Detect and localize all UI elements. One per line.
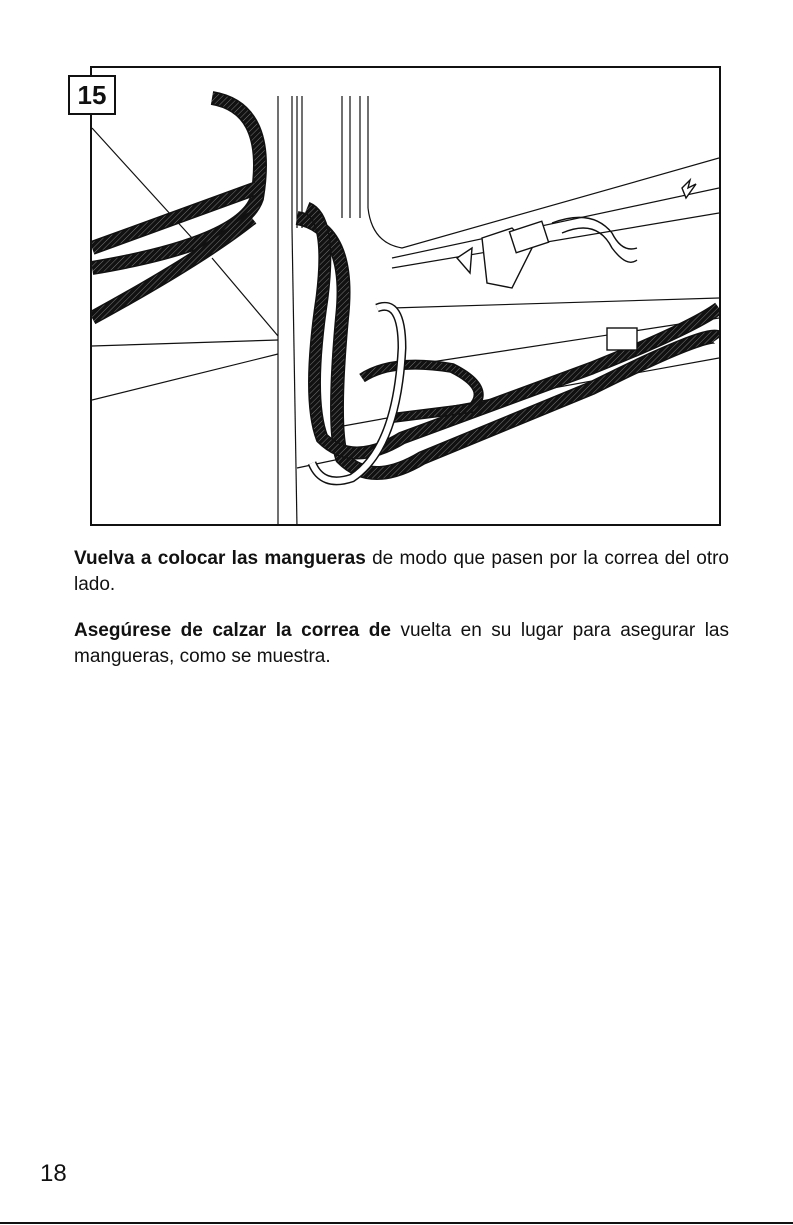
illustration-frame — [90, 66, 721, 526]
instruction-emphasis: Asegúrese de calzar la correa de — [74, 620, 391, 641]
page-number: 18 — [40, 1160, 67, 1187]
hose-routing-illustration — [92, 68, 719, 524]
instruction-text: de modo que pasen por la correa del otro lado. — [74, 548, 729, 595]
instruction-paragraph — [74, 618, 729, 670]
instruction-paragraph — [74, 546, 729, 598]
step-number-badge: 15 — [68, 75, 116, 115]
instruction-emphasis: Vuelva a colocar las mangueras — [74, 548, 366, 569]
instruction-text: vuelta en su lugar para asegurar las mangueras, como se muestra. — [74, 620, 729, 667]
bottom-divider — [0, 1222, 793, 1224]
